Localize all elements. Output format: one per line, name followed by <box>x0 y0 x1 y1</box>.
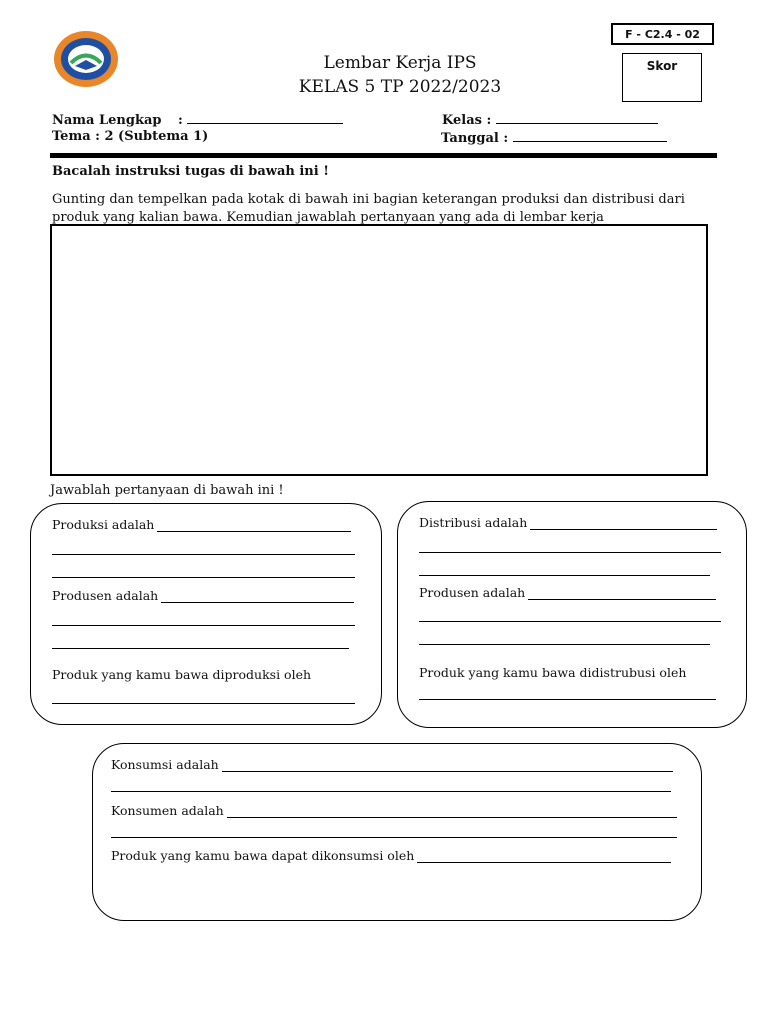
answer-line[interactable] <box>111 791 671 792</box>
product-distributor-label: Produk yang kamu bawa didistrubusi oleh <box>419 665 687 680</box>
title-line-1: Lembar Kerja IPS <box>323 53 477 73</box>
consumer-question[interactable] <box>111 803 677 818</box>
answer-line[interactable] <box>52 703 355 704</box>
form-code: F - C2.4 - 02 <box>611 23 714 45</box>
instruction-body: Gunting dan tempelkan pada kotak di bawah ini bagian keterangan produksi dan distribusi dari produk yang kalian bawa. Kemudian jawablah pertanyaan yang ada di lembar kerja <box>52 192 685 225</box>
producer-label-right: Produsen adalah <box>419 585 526 600</box>
product-producer-question <box>52 667 311 682</box>
score-box[interactable] <box>622 53 702 102</box>
distribution-question[interactable] <box>419 515 717 530</box>
theme-text: Tema : 2 (Subtema 1) <box>52 129 209 144</box>
production-label: Produksi adalah <box>52 517 155 532</box>
date-label: Tanggal : <box>441 131 509 146</box>
class-blank[interactable] <box>496 111 658 124</box>
name-blank[interactable] <box>187 111 343 124</box>
producer-question-right[interactable] <box>419 585 716 600</box>
product-consumer-label: Produk yang kamu bawa dapat dikonsumsi oleh <box>111 848 415 863</box>
answer-line[interactable] <box>52 577 355 578</box>
answer-line[interactable] <box>419 575 710 576</box>
paste-area-box[interactable] <box>50 224 708 476</box>
answer-line[interactable] <box>419 621 721 622</box>
producer-question[interactable] <box>52 588 354 603</box>
title-line-2: KELAS 5 TP 2022/2023 <box>298 77 502 97</box>
answer-line[interactable] <box>52 625 355 626</box>
answer-line[interactable] <box>419 699 716 700</box>
class-label: Kelas : <box>442 113 492 128</box>
class-field[interactable] <box>442 111 658 128</box>
name-field[interactable] <box>52 111 343 128</box>
consumption-question[interactable] <box>111 757 673 772</box>
score-label: Skor <box>646 59 678 73</box>
answer-line[interactable] <box>52 554 355 555</box>
instruction-heading: Bacalah instruksi tugas di bawah ini ! <box>52 164 329 179</box>
answer-line[interactable] <box>419 644 710 645</box>
school-logo <box>53 30 119 88</box>
producer-label: Produsen adalah <box>52 588 159 603</box>
answer-line[interactable] <box>111 837 677 838</box>
name-label: Nama Lengkap <box>52 113 162 128</box>
production-question[interactable] <box>52 517 351 532</box>
product-consumer-question[interactable] <box>111 848 671 863</box>
date-blank[interactable] <box>513 129 667 142</box>
consumption-question-box <box>92 743 702 921</box>
answer-heading: Jawablah pertanyaan di bawah ini ! <box>50 483 284 498</box>
consumption-label: Konsumsi adalah <box>111 757 219 772</box>
consumer-label: Konsumen adalah <box>111 803 224 818</box>
product-distributor-question <box>419 665 686 680</box>
answer-line[interactable] <box>419 552 721 553</box>
header-divider <box>50 153 717 158</box>
name-separator: : <box>178 113 183 128</box>
date-field[interactable] <box>441 129 667 146</box>
distribution-label: Distribusi adalah <box>419 515 528 530</box>
product-producer-label: Produk yang kamu bawa diproduksi oleh <box>52 667 312 682</box>
distribution-question-box <box>397 501 747 728</box>
production-question-box <box>30 503 382 725</box>
answer-line[interactable] <box>52 648 349 649</box>
